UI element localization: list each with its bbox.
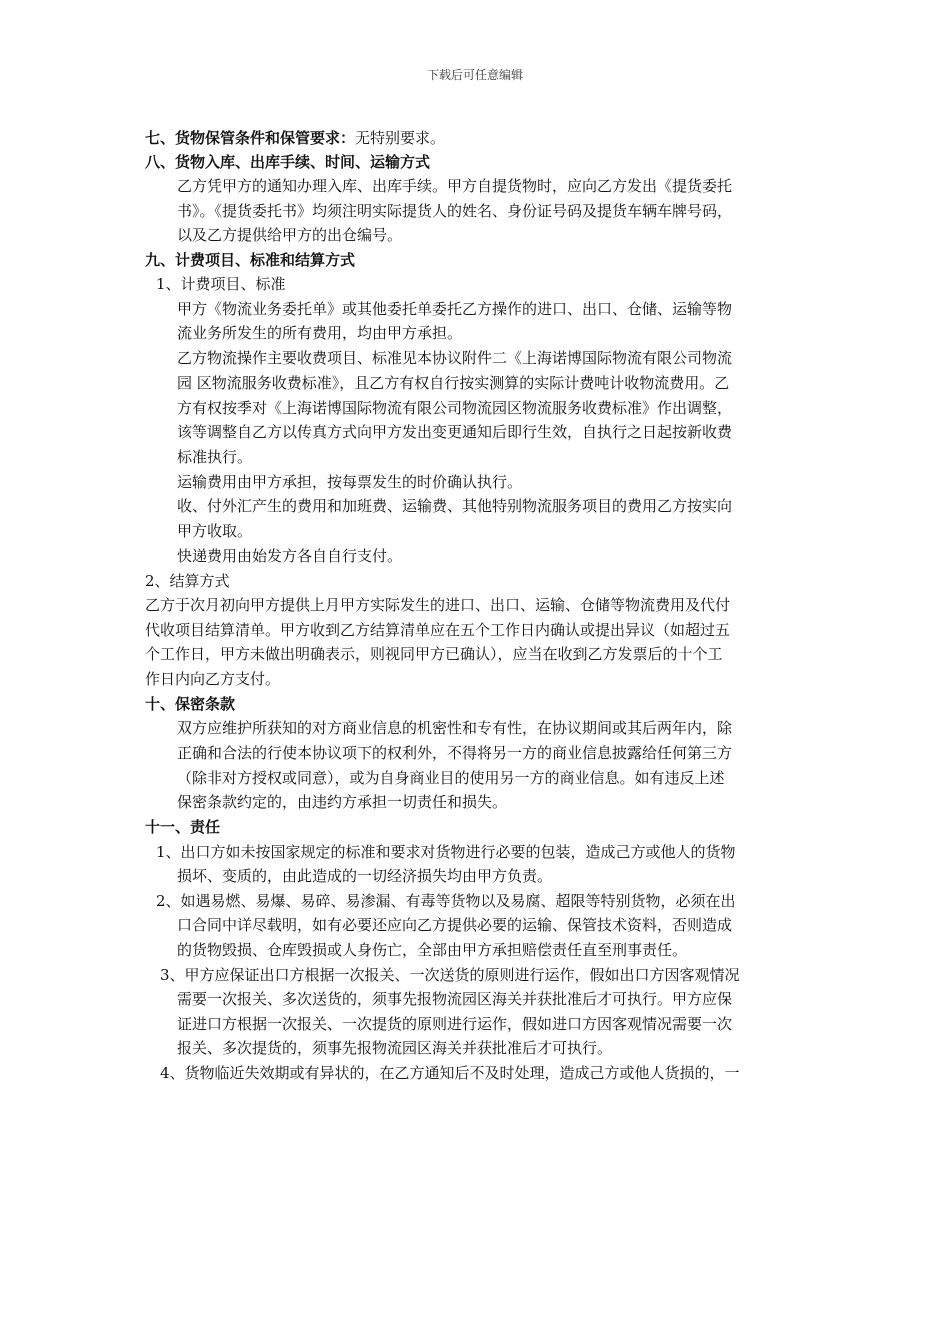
paragraph-line: 甲方《物流业务委托单》或其他委托单委托乙方操作的进口、出口、仓储、运输等物 <box>177 300 733 318</box>
list-item-line: 报关、多次提货的，须事先报物流园区海关并获批准后才可执行。 <box>177 1039 613 1057</box>
paragraph-line: 该等调整自乙方以传真方式向甲方发出变更通知后即行生效，自执行之日起按新收费 <box>177 423 733 441</box>
section-8-title: 八、货物入库、出库手续、时间、运输方式 <box>145 153 431 171</box>
paragraph-line: 流业务所发生的所有费用，均由甲方承担。 <box>177 324 463 342</box>
paragraph-line: 甲方收取。 <box>177 522 253 540</box>
list-item-line: 损坏、变质的，由此造成的一切经济损失均由甲方负责。 <box>177 867 553 885</box>
list-item-line: 4、货物临近失效期或有异状的，在乙方通知后不及时处理，造成己方或他人货损的，一 <box>160 1064 740 1082</box>
subheading: 2、结算方式 <box>145 572 230 590</box>
subheading: 1、计费项目、标准 <box>156 275 286 293</box>
paragraph-line: 作日内向乙方支付。 <box>145 670 281 688</box>
list-item-line: 需要一次报关、多次送货的，须事先报物流园区海关并获批准后才可执行。甲方应保 <box>177 990 733 1008</box>
paragraph-line: 方有权按季对《上海诺博国际物流有限公司物流园区物流服务收费标准》作出调整， <box>177 399 733 417</box>
page-header: 下载后可任意编辑 <box>426 68 523 82</box>
paragraph-line: 乙方凭甲方的通知办理入库、出库手续。甲方自提货物时，应向乙方发出《提货委托 <box>177 177 733 195</box>
section-7-line <box>145 127 445 149</box>
paragraph-line: 运输费用由甲方承担，按每票发生的时价确认执行。 <box>177 473 523 491</box>
paragraph-line: 代收项目结算清单。甲方收到乙方结算清单应在五个工作日内确认或提出异议（如超过五 <box>145 621 731 639</box>
section-11-title: 十一、责任 <box>145 818 221 836</box>
list-item-line: 1、出口方如未按国家规定的标准和要求对货物进行必要的包装，造成己方或他人的货物 <box>156 843 736 861</box>
paragraph-line: 园 区物流服务收费标准》，且乙方有权自行按实测算的实际计费吨计收物流费用。乙 <box>177 374 730 392</box>
paragraph-line: 收、付外汇产生的费用和加班费、运输费、其他特别物流服务项目的费用乙方按实向 <box>177 497 733 515</box>
paragraph-line: 双方应维护所获知的对方商业信息的机密性和专有性，在协议期间或其后两年内，除 <box>177 719 733 737</box>
section-10-title: 十、保密条款 <box>145 695 236 713</box>
paragraph-line: 保密条款约定的，由违约方承担一切责任和损失。 <box>177 793 508 811</box>
paragraph-line: 正确和合法的行使本协议项下的权利外，不得将另一方的商业信息披露给任何第三方 <box>177 744 733 762</box>
paragraph-line: 标准执行。 <box>177 448 253 466</box>
list-item-line: 3、甲方应保证出口方根据一次报关、一次送货的原则进行运作，假如出口方因客观情况 <box>160 966 740 984</box>
list-item-line: 证进口方根据一次报关、一次提货的原则进行运作，假如进口方因客观情况需要一次 <box>177 1015 733 1033</box>
section-7-title: 七、货物保管条件和保管要求： <box>145 129 356 147</box>
paragraph-line: 乙方于次月初向甲方提供上月甲方实际发生的进口、出口、运输、仓储等物流费用及代付 <box>145 596 731 614</box>
list-item-line: 口合同中详尽载明，如有必要还应向乙方提供必要的运输、保管技术资料，否则造成 <box>177 916 733 934</box>
paragraph-line: 乙方物流操作主要收费项目、标准见本协议附件二《上海诺博国际物流有限公司物流 <box>177 349 733 367</box>
section-7-body: 无特别要求。 <box>355 129 446 147</box>
paragraph-line: （除非对方授权或同意），或为自身商业目的使用另一方的商业信息。如有违反上述 <box>177 769 725 787</box>
section-9-title: 九、计费项目、标准和结算方式 <box>145 251 356 269</box>
paragraph-line: 书》。《提货委托书》均须注明实际提货人的姓名、身份证号码及提货车辆车牌号码， <box>177 202 733 220</box>
paragraph-line: 以及乙方提供给甲方的出仓编号。 <box>177 226 403 244</box>
list-item-line: 的货物毁损、仓库毁损或人身伤亡，全部由甲方承担赔偿责任直至刑事责任。 <box>177 941 688 959</box>
paragraph-line: 个工作日，甲方未做出明确表示，则视同甲方已确认），应当在收到乙方发票后的十个工 <box>145 645 723 663</box>
list-item-line: 2、如遇易燃、易爆、易碎、易渗漏、有毒等货物以及易腐、超限等特别货物，必须在出 <box>156 892 736 910</box>
paragraph-line: 快递费用由始发方各自自行支付。 <box>177 547 403 565</box>
